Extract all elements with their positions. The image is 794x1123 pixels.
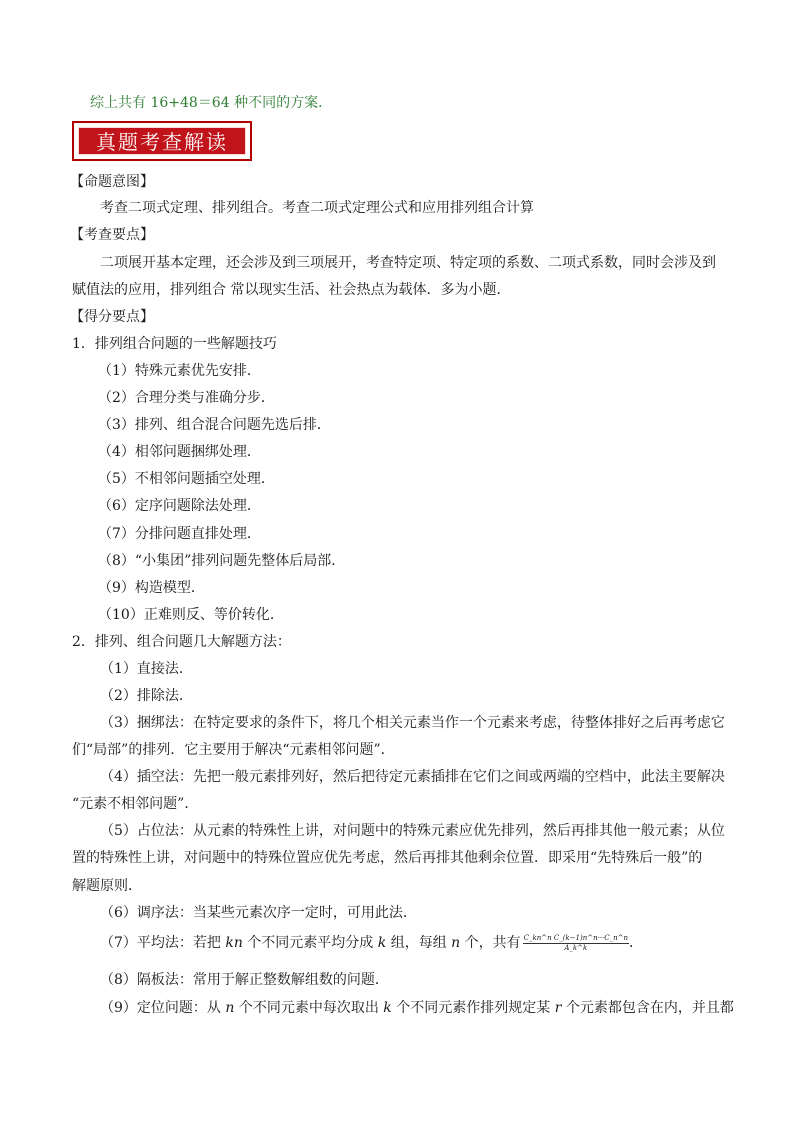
- tip-item: （6）定序问题除法处理．: [98, 498, 261, 514]
- intent-title: 【命题意图】: [70, 174, 154, 190]
- var-r: r: [554, 1000, 562, 1016]
- tip-item: （7）分排问题直排处理．: [98, 526, 261, 542]
- method-average: [100, 933, 643, 953]
- tip-item: （4）相邻问题捆绑处理．: [98, 444, 261, 460]
- text-part: ．: [629, 935, 644, 951]
- tip-item: （1）特殊元素优先安排．: [98, 363, 261, 379]
- summary-expression: 16+48＝64: [150, 95, 230, 111]
- text-part: （9）定位问题：从: [100, 1000, 226, 1016]
- method-order: （6）调序法：当某些元素次序一定时，可用此法．: [100, 905, 417, 921]
- tip-item: （9）构造模型．: [98, 580, 205, 596]
- text-part: 个不同元素中每次取出: [234, 1000, 384, 1016]
- average-formula: [523, 934, 629, 953]
- score-title: 【得分要点】: [70, 309, 154, 325]
- method-bundle-line1: （3）捆绑法：在特定要求的条件下，将几个相关元素当作一个元素来考虑，待整体排好之后再考虑它: [100, 715, 725, 731]
- text-part: （7）平均法：若把: [100, 935, 226, 951]
- method-position-line1: （5）占位法：从元素的特殊性上讲，对问题中的特殊元素应优先排列，然后再排其他一般元素；从位: [100, 823, 725, 839]
- var-kn: kn: [225, 935, 243, 951]
- text-part: 个，共有: [460, 935, 521, 951]
- method-bundle-line2: 们“局部”的排列．它主要用于解决“元素相邻问题”．: [72, 742, 395, 758]
- tip-item: （3）排列、组合混合问题先选后排．: [98, 417, 331, 433]
- var-k: k: [383, 1000, 392, 1016]
- method-position-line2: 置的特殊性上讲，对问题中的特殊位置应优先考虑，然后再排其他剩余位置．即采用“先特殊后一般”的: [72, 850, 703, 866]
- text-part: 组，每组: [386, 935, 452, 951]
- var-n: n: [225, 1000, 235, 1016]
- var-k: k: [377, 935, 387, 951]
- banner-title: 真题考查解读: [78, 127, 246, 155]
- tip-item: （2）合理分类与准确分步．: [98, 390, 275, 406]
- summary-line: [90, 93, 332, 113]
- tip-item: （8）“小集团”排列问题先整体后局部．: [98, 553, 346, 569]
- tips-heading: 1．排列组合问题的一些解题技巧: [72, 336, 277, 352]
- method-insert-line2: “元素不相邻问题”．: [72, 796, 199, 812]
- method-direct: （1）直接法．: [100, 661, 193, 677]
- method-insert-line1: （4）插空法：先把一般元素排列好，然后把待定元素插排在它们之间或两端的空档中，此法主要解决: [100, 769, 725, 785]
- summary-suffix: 种不同的方案．: [229, 95, 333, 111]
- text-part: 个不同元素作排列规定某: [391, 1000, 555, 1016]
- method-exclude: （2）排除法．: [100, 688, 193, 704]
- text-part: 个不同元素平均分成: [242, 935, 378, 951]
- intent-text: 考查二项式定理、排列组合。考查二项式定理公式和应用排列组合计算: [100, 200, 534, 216]
- tip-item: （5）不相邻问题插空处理．: [98, 471, 275, 487]
- method-fixed-position: [100, 998, 734, 1018]
- points-text-2: 赋值法的应用，排列组合 常以现实生活、社会热点为载体．多为小题．: [72, 282, 511, 298]
- method-divider: （8）隔板法：常用于解正整数解组数的问题．: [100, 972, 389, 988]
- formula-denominator: A_k^k: [564, 943, 588, 952]
- points-title: 【考查要点】: [70, 227, 154, 243]
- summary-prefix: 综上共有: [90, 95, 151, 111]
- section-banner: [72, 121, 252, 161]
- points-text-1: 二项展开基本定理，还会涉及到三项展开，考查特定项、特定项的系数、二项式系数，同时会涉及到: [100, 255, 716, 271]
- method-position-line3: 解题原则．: [72, 878, 142, 894]
- formula-numerator: C_kn^n C_(k−1)n^n···C_n^n: [523, 933, 629, 942]
- tip-item: （10）正难则反、等价转化．: [98, 607, 284, 623]
- text-part: 个元素都包含在内，并且都: [561, 1000, 734, 1016]
- var-n: n: [451, 935, 461, 951]
- methods-heading: 2．排列、组合问题几大解题方法：: [72, 634, 291, 650]
